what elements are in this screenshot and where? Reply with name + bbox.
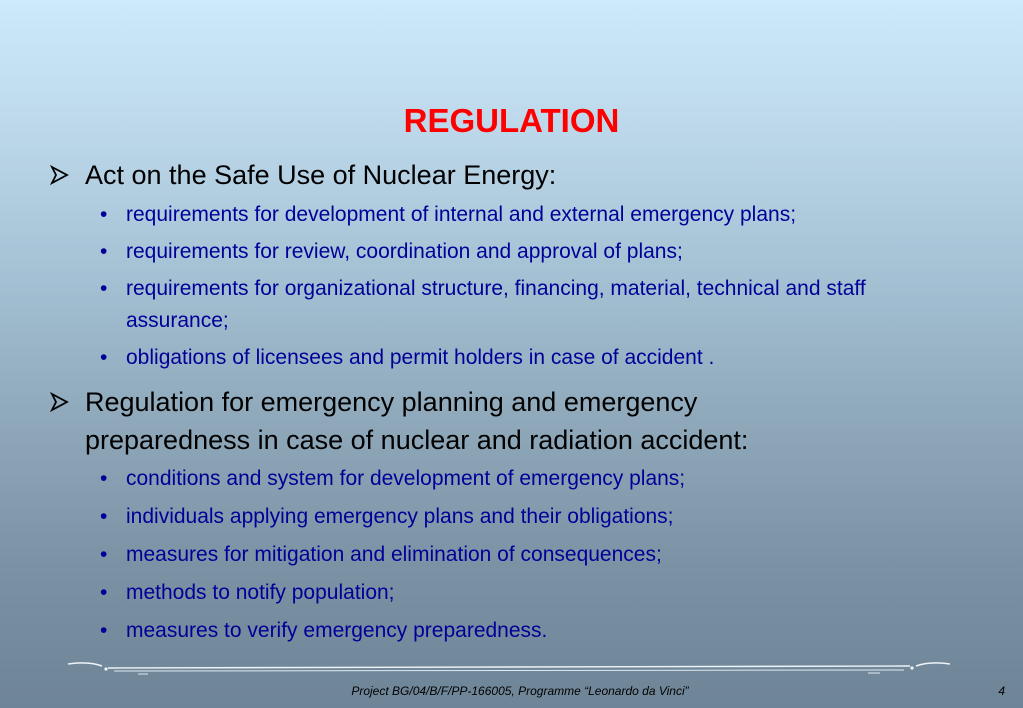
list-item-text: requirements for review, coordination and approval of plans; bbox=[126, 240, 683, 263]
bullet-dot-icon: • bbox=[100, 346, 108, 369]
bullet-dot-icon: • bbox=[100, 581, 108, 604]
list-item bbox=[0, 501, 956, 533]
arrow-bullet-icon bbox=[48, 383, 72, 421]
bullet-dot-icon: • bbox=[100, 505, 108, 528]
section-act-safe-use bbox=[0, 156, 1023, 379]
list-item-text: obligations of licensees and permit holders in case of accident . bbox=[126, 346, 715, 369]
list-item-text: requirements for development of internal and external emergency plans; bbox=[126, 203, 797, 226]
bullet-dot-icon: • bbox=[100, 543, 108, 566]
footer-divider bbox=[68, 658, 950, 682]
list-item bbox=[0, 236, 956, 268]
list-item bbox=[0, 539, 956, 571]
list-item bbox=[0, 463, 956, 495]
section-heading-text: Regulation for emergency planning and emergency preparedness in case of nuclear and radiation accident: bbox=[85, 387, 749, 455]
list-item bbox=[0, 577, 956, 609]
bullet-dot-icon: • bbox=[100, 467, 108, 490]
list-item bbox=[0, 273, 956, 337]
section-emergency-regulation bbox=[0, 383, 1023, 653]
list-item-text: requirements for organizational structure, financing, material, technical and staff assurance; bbox=[126, 277, 866, 332]
list-item bbox=[0, 615, 956, 647]
bullet-dot-icon: • bbox=[100, 240, 108, 263]
arrow-bullet-icon bbox=[48, 156, 72, 194]
bullet-dot-icon: • bbox=[100, 277, 108, 300]
list-item-text: measures to verify emergency preparedness. bbox=[126, 619, 548, 642]
list-item-text: individuals applying emergency plans and their obligations; bbox=[126, 505, 674, 528]
bullet-list bbox=[0, 463, 1023, 647]
bullet-list bbox=[0, 199, 1023, 374]
list-item bbox=[0, 199, 956, 231]
section-heading bbox=[0, 383, 845, 459]
section-heading bbox=[0, 156, 845, 194]
section-heading-text: Act on the Safe Use of Nuclear Energy: bbox=[85, 160, 557, 190]
slide-title: REGULATION bbox=[403, 102, 620, 139]
bullet-dot-icon: • bbox=[100, 203, 108, 226]
footer-project-text: Project BG/04/B/F/PP-166005, Programme “Leonardo da Vinci” bbox=[351, 684, 689, 698]
page-number: 4 bbox=[998, 684, 1005, 698]
list-item bbox=[0, 342, 956, 374]
list-item-text: methods to notify population; bbox=[126, 581, 395, 604]
list-item-text: measures for mitigation and elimination of consequences; bbox=[126, 543, 662, 566]
list-item-text: conditions and system for development of emergency plans; bbox=[126, 467, 686, 490]
bullet-dot-icon: • bbox=[100, 619, 108, 642]
